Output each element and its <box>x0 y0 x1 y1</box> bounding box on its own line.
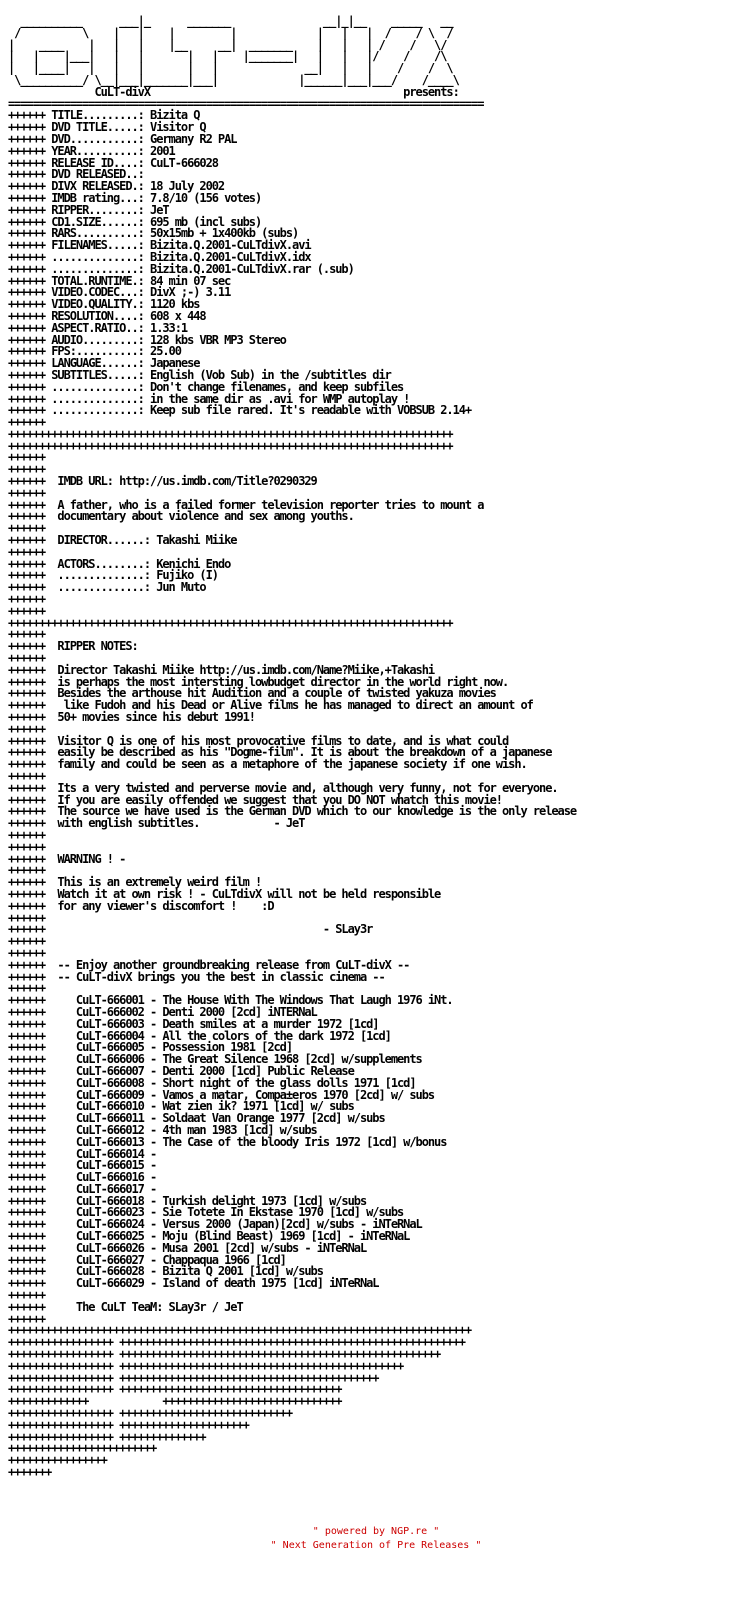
nfo-line: ++++++ <box>8 934 46 949</box>
nfo-line: ++++++ 50+ movies since his debut 1991! <box>8 710 255 725</box>
nfo-line: ++++++ DVD RELEASED..: <box>8 167 144 182</box>
nfo-line: +++++++++++++++++ ++++++++++++++ <box>8 1429 206 1444</box>
nfo-line: ++++++ ..............: in the same dir as .avi for WMP autoplay ! <box>8 391 410 406</box>
nfo-line: ++++++ <box>8 627 46 642</box>
nfo-line: CuLT-divX presents: <box>8 84 459 99</box>
nfo-line: ++++++ <box>8 863 46 878</box>
nfo-line: ++++++ If you are easily offended we suggest that you DO NOT whatch this movie! <box>8 792 502 807</box>
nfo-line: ++++++ ASPECT.RATIO..: 1.33:1 <box>8 320 188 335</box>
nfo-line: ++++++ is perhaps the most intersting lowbudget director in the world right now. <box>8 674 509 689</box>
nfo-line: ++++++ Its a very twisted and perverse movie and, although very funny, not for everyone. <box>8 780 558 795</box>
nfo-line: ++++++ CuLT-666007 - Denti 2000 [1cd] Public Release <box>8 1063 354 1078</box>
nfo-line: ++++++ Director Takashi Miike http://us.imdb.com/Name?Miike,+Takashi <box>8 662 435 677</box>
nfo-line: ++++++ like Fudoh and his Dead or Alive films he has managed to direct an amount of <box>8 698 533 713</box>
nfo-line: ++++++ WARNING ! - <box>8 851 126 866</box>
nfo-line: ++++++ CuLT-666010 - Wat zien ik? 1971 [1cd] w/ subs <box>8 1099 354 1114</box>
nfo-line: ++++++ LANGUAGE......: Japanese <box>8 356 200 371</box>
nfo-line: | | |___| | | | | |_______| | | |/ / /\ <box>8 49 447 64</box>
nfo-line: ++++++ IMDB rating...: 7.8/10 (156 votes) <box>8 190 262 205</box>
nfo-line: ++++++ CuLT-666027 - Chappaqua 1966 [1cd] <box>8 1252 286 1267</box>
nfo-line: ++++++ The source we have used is the German DVD which to our knowledge is the only release <box>8 804 577 819</box>
nfo-line: ++++++ RIPPER........: JeT <box>8 202 169 217</box>
nfo-line: ++++++ <box>8 1288 46 1303</box>
footer-tagline: " Next Generation of Pre Releases " <box>270 1540 482 1551</box>
nfo-line: ++++++ CuLT-666003 - Death smiles at a murder 1972 [1cd] <box>8 1016 379 1031</box>
nfo-line: ++++++ CuLT-666005 - Possession 1981 [2cd] <box>8 1040 293 1055</box>
nfo-line: ++++++ family and could be seen as a metaphore of the japanese society if one wish. <box>8 757 527 772</box>
nfo-line: +++++++++++++ +++++++++++++++++++++++++++++ <box>8 1394 342 1409</box>
footer-powered-by: " powered by NGP.re " <box>312 1526 440 1537</box>
nfo-line: ++++++ <box>8 485 46 500</box>
nfo-line: ++++++ <box>8 981 46 996</box>
nfo-line: ++++++ DIVX RELEASED.: 18 July 2002 <box>8 179 225 194</box>
nfo-line: +++++++++++++++++ ++++++++++++++++++++++++++++++++++++ <box>8 1382 342 1397</box>
nfo-line: ++++++ CuLT-666024 - Versus 2000 (Japan)[2cd] w/subs - iNTeRNaL <box>8 1217 422 1232</box>
nfo-line: ++++++++++++++++++++++++ <box>8 1441 157 1456</box>
nfo-line: ++++++ <box>8 415 46 430</box>
nfo-line: ++++++ easily be described as his "Dogme-film". It is about the breakdown of a japanese <box>8 745 552 760</box>
nfo-line: ++++++ DVD TITLE.....: Visitor Q <box>8 120 206 135</box>
nfo-line: ++++++ CuLT-666026 - Musa 2001 [2cd] w/subs - iNTeRNaL <box>8 1240 367 1255</box>
nfo-line: ++++++ CuLT-666011 - Soldaat Van Orange 1977 [2cd] w/subs <box>8 1111 385 1126</box>
nfo-line: ++++++ <box>8 450 46 465</box>
nfo-line: ++++++ <box>8 910 46 925</box>
nfo-line: __________ ___|_ _______ __|_|__ _____ __ <box>8 14 453 28</box>
nfo-line: ++++++ ..............: Don't change filenames, and keep subfiles <box>8 379 404 394</box>
nfo-line: ++++++ DIRECTOR......: Takashi Miike <box>8 533 237 548</box>
nfo-line: ++++++ CuLT-666008 - Short night of the glass dolls 1971 [1cd] <box>8 1075 416 1090</box>
nfo-line: +++++++++++++++++ ++++++++++++++++++++++++++++ <box>8 1406 293 1421</box>
nfo-line: +++++++++++++++++ ++++++++++++++++++++++++++++++++++++++++++ <box>8 1370 379 1385</box>
nfo-line: ++++++++++++++++++++++++++++++++++++++++++++++++++++++++++++++++++++++++ <box>8 438 453 453</box>
nfo-line: ++++++ <box>8 721 46 736</box>
nfo-line: ++++++ RELEASE ID....: CuLT-666028 <box>8 155 218 170</box>
nfo-line: ++++++++++++++++ <box>8 1453 107 1468</box>
nfo-line: ++++++ ..............: Keep sub file rared. It's readable with VOBSUB 2.14+ <box>8 403 472 418</box>
nfo-line: ++++++ with english subtitles. - JeT <box>8 816 305 831</box>
nfo-line: ++++++ RARS..........: 50x15mb + 1x400kb (subs) <box>8 226 299 241</box>
nfo-line: ++++++++++++++++++++++++++++++++++++++++++++++++++++++++++++++++++++++++ <box>8 615 453 630</box>
nfo-line: ++++++ RIPPER NOTES: <box>8 639 138 654</box>
nfo-line: ++++++ SUBTITLES.....: English (Vob Sub) in the /subtitles dir <box>8 367 391 382</box>
nfo-line: ++++++ CuLT-666018 - Turkish delight 1973 [1cd] w/subs <box>8 1193 367 1208</box>
nfo-line: ++++++ <box>8 945 46 960</box>
nfo-line: +++++++++++++++++ +++++++++++++++++++++ <box>8 1417 249 1432</box>
nfo-line: ++++++ -- CuLT-divX brings you the best in classic cinema -- <box>8 969 385 984</box>
nfo-line: ++++++ YEAR..........: 2001 <box>8 143 175 158</box>
nfo-line: ++++++ <box>8 521 46 536</box>
nfo-line: ++++++ CuLT-666006 - The Great Silence 1968 [2cd] w/supplements <box>8 1052 422 1067</box>
nfo-line: ++++++ <box>8 827 46 842</box>
nfo-line: ++++++ <box>8 1311 46 1326</box>
nfo-line: ++++++ RESOLUTION....: 608 x 448 <box>8 308 206 323</box>
nfo-line: ++++++ <box>8 544 46 559</box>
nfo-line: ++++++ Watch it at own risk ! - CuLTdivX will not be held responsible <box>8 886 441 901</box>
nfo-line: ++++++ IMDB URL: http://us.imdb.com/Title?0290329 <box>8 474 317 489</box>
nfo-line: ++++++ TOTAL.RUNTIME.: 84 min 07 sec <box>8 273 231 288</box>
nfo-line: +++++++++++++++++ ++++++++++++++++++++++++++++++++++++++++++++++++++++++++ <box>8 1335 465 1350</box>
nfo-line: ++++++ This is an extremely weird film ! <box>8 875 262 890</box>
nfo-line: ++++++ VIDEO.CODEC...: DivX ;-) 3.11 <box>8 285 231 300</box>
nfo-line: ++++++ CuLT-666023 - Sie Totete In Ekstase 1970 [1cd] w/subs <box>8 1205 404 1220</box>
nfo-line: | |____| | | | | | __| | | / / \ <box>8 61 453 76</box>
nfo-line: +++++++++++++++++ ++++++++++++++++++++++++++++++++++++++++++++++++++++ <box>8 1347 441 1362</box>
nfo-line: ++++++ AUDIO.........: 128 kbs VBR MP3 Stereo <box>8 332 286 347</box>
footer <box>0 1525 752 1553</box>
nfo-line: ++++++ The CuLT TeaM: SLay3r / JeT <box>8 1299 243 1314</box>
nfo-text-block <box>8 16 576 1479</box>
nfo-line: ++++++ <box>8 651 46 666</box>
nfo-line: ++++++ CuLT-666025 - Moju (Blind Beast) 1969 [1cd] - iNTeRNaL <box>8 1229 410 1244</box>
nfo-line: ++++++ CuLT-666014 - <box>8 1146 157 1161</box>
nfo-line: ++++++ ..............: Bizita.Q.2001-CuLTdivX.rar (.sub) <box>8 261 354 276</box>
nfo-line: ++++++ ..............: Jun Muto <box>8 580 206 595</box>
nfo-line: ++++++ CD1.SIZE......: 695 mb (incl subs) <box>8 214 262 229</box>
nfo-line: +++++++ <box>8 1465 52 1480</box>
nfo-line: ++++++ -- Enjoy another groundbreaking release from CuLT-divX -- <box>8 957 410 972</box>
nfo-line: ++++++ FILENAMES.....: Bizita.Q.2001-CuLTdivX.avi <box>8 238 311 253</box>
nfo-line: ++++++ CuLT-666028 - Bizita Q 2001 [1cd] w/subs <box>8 1264 323 1279</box>
nfo-line: ++++++ VIDEO.QUALITY.: 1120 kbs <box>8 297 200 312</box>
nfo-line: ++++++ Besides the arthouse hit Audition and a couple of twisted yakuza movies <box>8 686 496 701</box>
nfo-line: ++++++ <box>8 592 46 607</box>
nfo-line: ++++++ <box>8 769 46 783</box>
nfo-line: ++++++ documentary about violence and sex among youths. <box>8 509 354 524</box>
nfo-line: ++++++ <box>8 462 46 477</box>
nfo-line: ++++++ CuLT-666029 - Island of death 1975 [1cd] iNTeRNaL <box>8 1276 379 1291</box>
nfo-line: ++++++ CuLT-666001 - The House With The Windows That Laugh 1976 iNt. <box>8 993 453 1008</box>
nfo-line: ++++++ <box>8 839 46 854</box>
nfo-line: ++++++ DVD...........: Germany R2 PAL <box>8 131 237 146</box>
nfo-line: ++++++ Visitor Q is one of his most provocative films to date, and is what could <box>8 733 509 748</box>
nfo-line: ++++++ <box>8 603 46 618</box>
nfo-line: ++++++ CuLT-666016 - <box>8 1170 157 1185</box>
nfo-line: ++++++ CuLT-666004 - All the colors of the dark 1972 [1cd] <box>8 1028 391 1043</box>
nfo-line: ++++++ CuLT-666013 - The Case of the bloody Iris 1972 [1cd] w/bonus <box>8 1134 447 1149</box>
nfo-line: ++++++ FPS:..........: 25.00 <box>8 344 181 359</box>
nfo-line: ++++++ - SLay3r <box>8 922 373 937</box>
nfo-line: ++++++ CuLT-666009 - Vamos a matar, Compa±eros 1970 [2cd] w/ subs <box>8 1087 435 1102</box>
nfo-line: ++++++++++++++++++++++++++++++++++++++++++++++++++++++++++++++++++++++++ <box>8 426 453 441</box>
nfo-line: \__________/ \__|___|_______|___| |______|___|___/ /____\ <box>8 72 459 87</box>
nfo-line: ++++++ ..............: Bizita.Q.2001-CuLTdivX.idx <box>8 249 311 264</box>
nfo-line: / \ | | | | | | | / / \ / <box>8 25 453 40</box>
nfo-line: ++++++ ..............: Fujiko (I) <box>8 568 218 583</box>
nfo-line: ++++++ CuLT-666017 - <box>8 1181 157 1196</box>
nfo-line: ++++++ for any viewer's discomfort ! :D <box>8 898 274 913</box>
nfo-line: ++++++ CuLT-666015 - <box>8 1158 157 1173</box>
nfo-line: ============================================================================= <box>8 96 484 111</box>
nfo-line: ++++++ ACTORS........: Kenichi Endo <box>8 556 231 571</box>
nfo-line: +++++++++++++++++++++++++++++++++++++++++++++++++++++++++++++++++++++++++++ <box>8 1323 472 1338</box>
nfo-line: ++++++ CuLT-666002 - Denti 2000 [2cd] iNTERNaL <box>8 1004 317 1019</box>
nfo-line: ++++++ TITLE.........: Bizita Q <box>8 108 200 123</box>
nfo-line: | ____ | | | |__ __| _______ | | | / / \/ <box>8 37 447 52</box>
nfo-line: +++++++++++++++++ ++++++++++++++++++++++++++++++++++++++++++++++ <box>8 1358 404 1373</box>
nfo-line: ++++++ A father, who is a failed former television reporter tries to mount a <box>8 497 484 512</box>
nfo-line: ++++++ CuLT-666012 - 4th man 1983 [1cd] w/subs <box>8 1122 317 1137</box>
